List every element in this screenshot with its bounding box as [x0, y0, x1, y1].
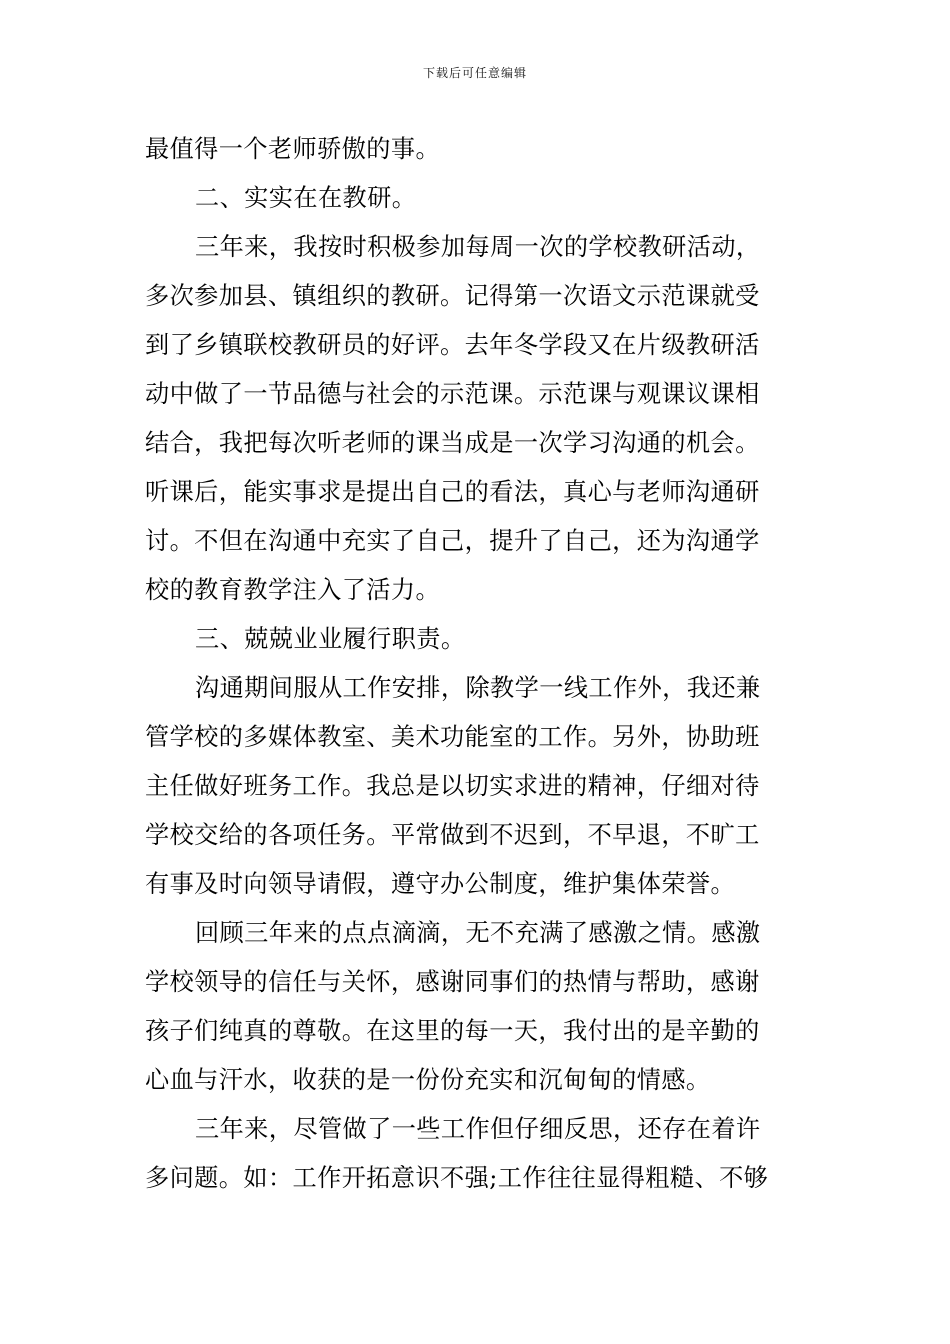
text-line: 动中做了一节品德与社会的示范课。示范课与观课议课相: [145, 380, 760, 408]
text-line: 到了乡镇联校教研员的好评。去年冬学段又在片级教研活: [145, 331, 760, 359]
text-line: 学校领导的信任与关怀，感谢同事们的热情与帮助，感谢: [145, 968, 760, 996]
text-line: 孩子们纯真的尊敬。在这里的每一天，我付出的是辛勤的: [145, 1017, 760, 1045]
text-line: 听课后，能实事求是提出自己的看法，真心与老师沟通研: [145, 478, 760, 506]
text-line: 回顾三年来的点点滴滴，无不充满了感激之情。感激: [195, 919, 761, 947]
page-header: 下载后可任意编辑: [422, 66, 527, 80]
text-line: 管学校的多媒体教室、美术功能室的工作。另外，协助班: [145, 723, 760, 751]
section-heading: 二、实实在在教研。: [195, 184, 417, 212]
text-line: 三年来，我按时积极参加每周一次的学校教研活动，: [195, 233, 761, 261]
text-line: 主任做好班务工作。我总是以切实求进的精神，仔细对待: [145, 772, 760, 800]
section-heading: 三、兢兢业业履行职责。: [195, 625, 466, 653]
text-line: 学校交给的各项任务。平常做到不迟到，不早退，不旷工: [145, 821, 760, 849]
text-line: 最值得一个老师骄傲的事。: [145, 135, 441, 163]
text-line: 心血与汗水，收获的是一份份充实和沉甸甸的情感。: [145, 1066, 711, 1094]
text-line: 三年来，尽管做了一些工作但仔细反思，还存在着许: [195, 1115, 761, 1143]
text-line: 校的教育教学注入了活力。: [145, 576, 441, 604]
text-line: 多次参加县、镇组织的教研。记得第一次语文示范课就受: [145, 282, 760, 310]
text-line: 有事及时向领导请假，遵守办公制度，维护集体荣誉。: [145, 870, 736, 898]
text-line: 沟通期间服从工作安排，除教学一线工作外，我还兼: [195, 674, 761, 702]
document-body: [145, 125, 807, 1203]
text-line: 讨。不但在沟通中充实了自己，提升了自己，还为沟通学: [145, 527, 760, 555]
text-line: 多问题。如：工作开拓意识不强;工作往往显得粗糙、不够: [145, 1164, 769, 1192]
text-line: 结合，我把每次听老师的课当成是一次学习沟通的机会。: [145, 429, 760, 457]
